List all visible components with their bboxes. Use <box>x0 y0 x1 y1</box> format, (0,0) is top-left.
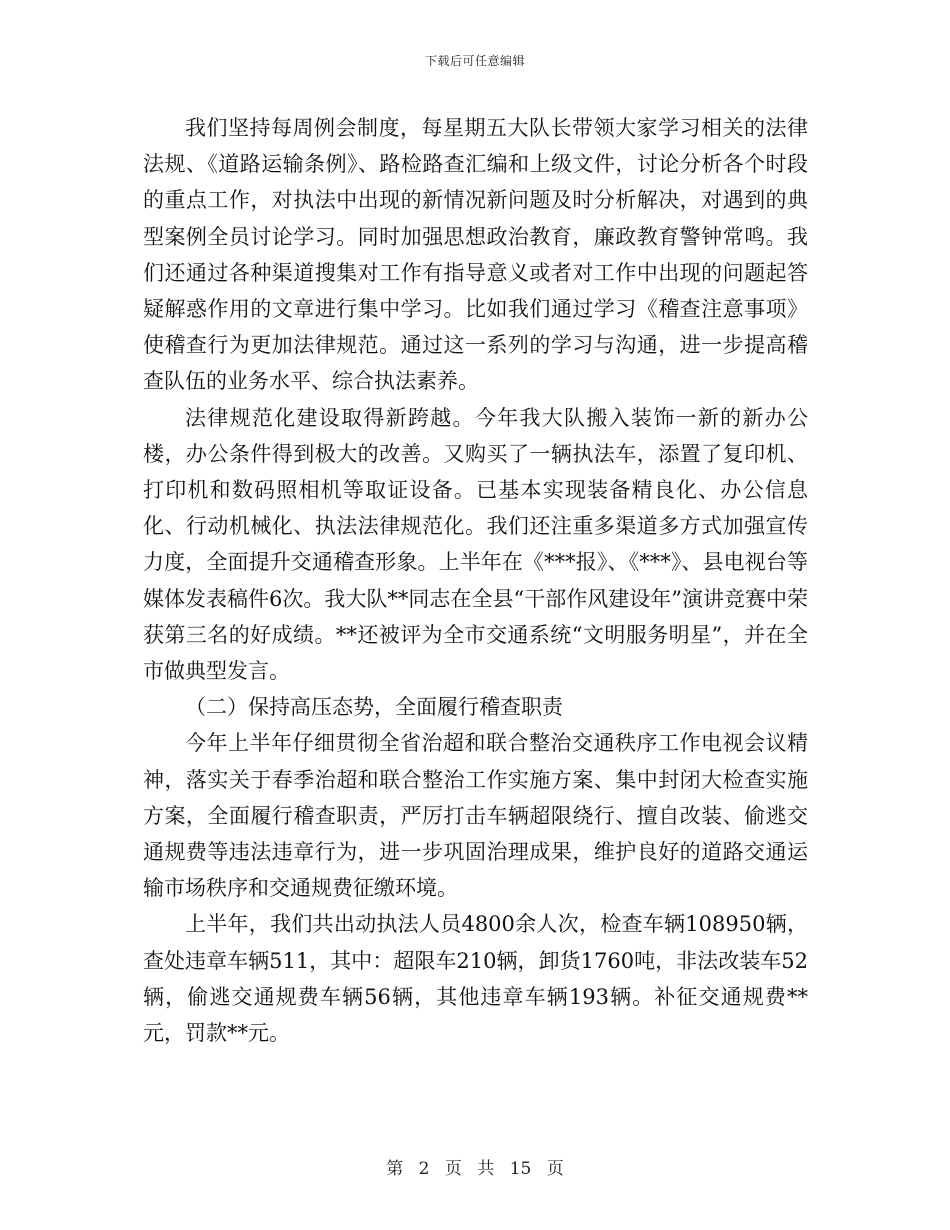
page-header: 下载后可任意编辑 <box>424 54 525 68</box>
page-footer <box>0 1154 950 1179</box>
paragraph-legal-standardization: 法律规范化建设取得新跨越。今年我大队搬入装饰一新的新办公楼，办公条件得到极大的改善。又购买了一辆执法车，添置了复印机、打印机和数码照相机等取证设备。已基本实现装备精良化、办公信息化、行动机械化、执法法律规范化。我们还注重多渠道多方式加强宣传力度，全面提升交通稽查形象。上半年在《***报》、《***》、县电视台等媒体发表稿件6次。我大队**同志在全县“干部作风建设年”演讲竞赛中荣获第三名的好成绩。**还被评为全市交通系统“文明服务明星”，并在全市做典型发言。 <box>143 405 808 684</box>
section-heading: （二）保持高压态势，全面履行稽查职责 <box>185 695 563 720</box>
paragraph-statistics: 上半年，我们共出动执法人员4800余人次，检查车辆108950辆，查处违章车辆511，其中：超限车210辆，卸货1760吨，非法改装车52辆，偷逃交通规费车辆56辆，其他违章车辆193辆。补征交通规费**元，罚款**元。 <box>143 912 808 1046</box>
footer-total-pages: 15 <box>509 1159 532 1179</box>
paragraph-inspection-duties: 今年上半年仔细贯彻全省治超和联合整治交通秩序工作电视会议精神，落实关于春季治超和联合整治工作实施方案、集中封闭大检查实施方案，全面履行稽查职责，严厉打击车辆超限绕行、擅自改装、偷逃交通规费等违法违章行为，进一步巩固治理成果，维护良好的道路交通运输市场秩序和交通规费征缴环境。 <box>143 731 808 901</box>
footer-page-label: 第 <box>386 1159 404 1179</box>
footer-page-number: 2 <box>418 1159 430 1179</box>
footer-total-label: 共 <box>477 1159 495 1179</box>
paragraph-weekly-meeting: 我们坚持每周例会制度，每星期五大队长带领大家学习相关的法律法规、《道路运输条例》、路检路查汇编和上级文件，讨论分析各个时段的重点工作，对执法中出现的新情况新问题及时分析解决，对遇到的典型案例全员讨论学习。同时加强思想政治教育，廉政教育警钟常鸣。我们还通过各种渠道搜集对工作有指导意义或者对工作中出现的问题起答疑解惑作用的文章进行集中学习。比如我们通过学习《稽查注意事项》使稽查行为更加法律规范。通过这一系列的学习与沟通，进一步提高稽查队伍的业务水平、综合执法素养。 <box>143 116 808 394</box>
footer-total-unit: 页 <box>546 1159 564 1179</box>
footer-page-unit: 页 <box>444 1159 462 1179</box>
document-body <box>143 110 808 1051</box>
